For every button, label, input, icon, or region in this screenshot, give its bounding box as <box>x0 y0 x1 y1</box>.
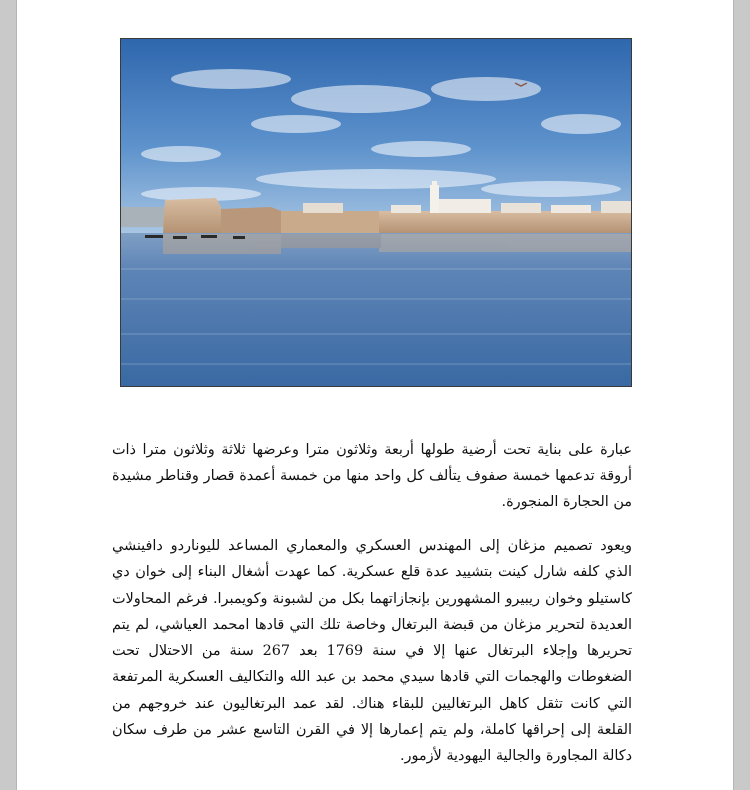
paragraph-1: عبارة على بناية تحت أرضية طولها أربعة وثلاثون مترا وعرضها ثلاثة وثلاثون مترا ذات أروقة تدعمها خمسة صفوف يتألف كل واحد منها من خمسة أعمدة قصار وقناطر مشيدة من الحجارة المنجورة. <box>112 442 632 510</box>
fortress-photo <box>120 38 632 387</box>
document-page <box>17 0 733 790</box>
paragraph-2: ويعود تصميم مزغان إلى المهندس العسكري والمعماري المساعد لليوناردو دافينشي الذي كلفه شارل كينت بتشييد عدة قلع عسكرية. كما عهدت أشغال البناء إلى خوان دي كاستيلو وخوان ريبيرو المشهورين بإنجازاتهما بكل من لشبونة وكويمبرا. فرغم المحاولات العديدة لتحرير مزغان من قبضة البرتغال وخاصة تلك التي قادها امحمد العياشي، لم يتم تحريرها وإجلاء البرتغال عنها إلا في سنة 1769 بعد 267 سنة من الاحتلال تحت الضغوطات والهجمات التي قادها سيدي محمد بن عبد الله والتكاليف العسكرية المرتفعة التي كانت تثقل كاهل البرتغاليين للبقاء هناك. لقد عمد البرتغاليون عند خروجهم من القلعة إلى إحراقها كاملة، ولم يتم إعمارها إلا في القرن التاسع عشر من طرف سكان دكالة المجاورة والجالية اليهودية لأزمور. <box>112 538 632 765</box>
fortress-photo-drawing <box>121 39 631 386</box>
